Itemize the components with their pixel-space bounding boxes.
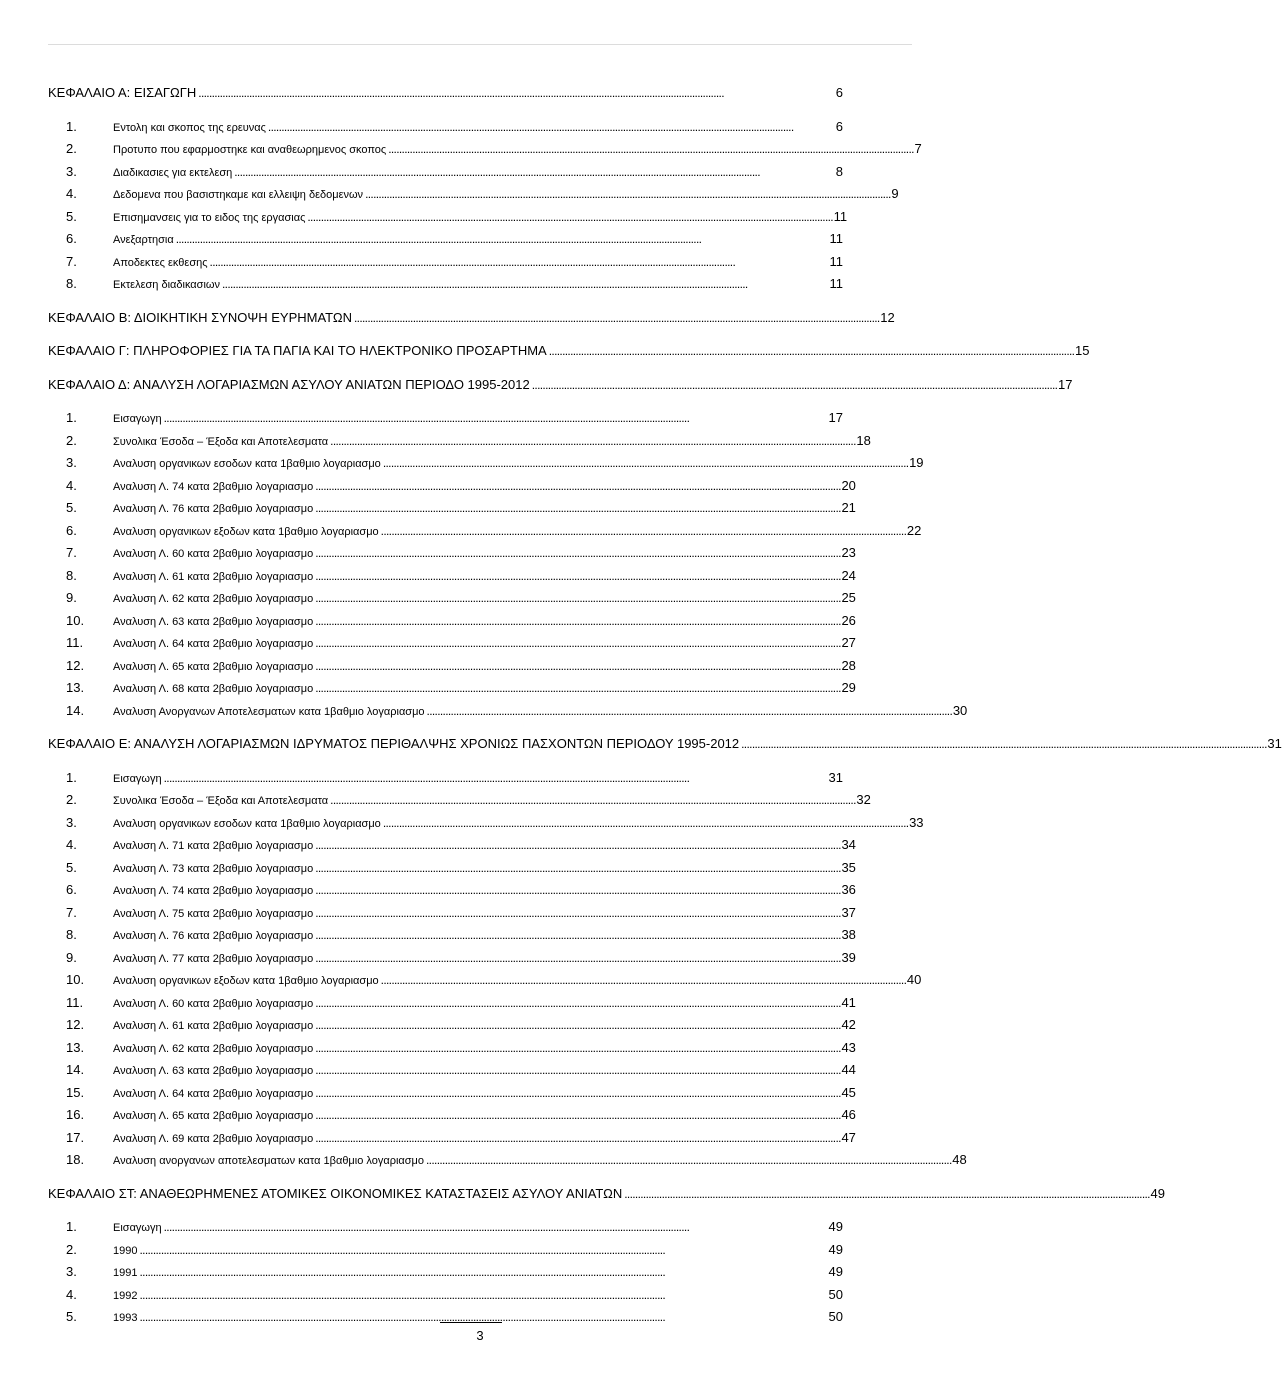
toc-page-number: 48	[952, 1152, 967, 1167]
toc-item-number: 2.	[66, 1241, 77, 1257]
toc-item-number: 9.	[66, 590, 77, 605]
dot-leader	[532, 378, 1056, 392]
toc-item[interactable]	[48, 410, 843, 433]
toc-page-number: 39	[841, 949, 856, 965]
toc-item-number: 5.	[66, 1309, 77, 1324]
toc-item-number: 17.	[66, 1129, 85, 1145]
toc-chapter[interactable]	[48, 736, 1282, 759]
toc-chapter[interactable]	[48, 309, 895, 333]
toc-chapter-title: ΚΕΦΑΛΑΙΟ Α: ΕΙΣΑΓΩΓΗ	[48, 85, 197, 100]
toc-page-number: 17	[828, 410, 843, 425]
toc-page-number: 50	[828, 1286, 843, 1302]
toc-item-title: Αναλυση Λ. 64 κατα 2βαθμιο λογαριασμο	[113, 638, 314, 650]
toc-page-number: 32	[856, 792, 871, 807]
dot-leader	[383, 456, 907, 470]
dot-leader	[139, 1288, 826, 1302]
page-number: 3	[476, 1328, 484, 1343]
toc-item-title: Συνολικα Έσοδα – Έξοδα και Αποτελεσματα	[113, 795, 329, 807]
toc-page-number: 18	[856, 432, 871, 448]
toc-item[interactable]	[48, 635, 856, 658]
header-rule	[48, 44, 912, 45]
toc-page-number: 49	[1150, 1185, 1165, 1201]
toc-page-number: 50	[828, 1309, 843, 1324]
toc-chapter[interactable]	[48, 343, 1090, 366]
toc-item-title: Εκτελεση διαδικασιων	[113, 279, 220, 291]
toc-page-number: 31	[1267, 736, 1282, 751]
toc-page-number: 35	[841, 859, 856, 875]
toc-item-title: Αναλυση οργανικων εξοδων κατα 1βαθμιο λογαριασμο	[113, 525, 379, 538]
toc-item-title: Εισαγωγη	[113, 772, 162, 785]
toc-item-title: Δεδομενα που βασιστηκαμε και ελλειψη δεδομενων	[113, 189, 364, 201]
toc-item-title: Ανεξαρτησια	[113, 234, 174, 246]
toc-item-title: Αναλυση Λ. 73 κατα 2βαθμιο λογαριασμο	[113, 862, 314, 875]
toc-item-title: Αναλυση Λ. 76 κατα 2βαθμιο λογαριασμο	[113, 930, 314, 942]
toc-page-number: 9	[891, 186, 899, 201]
toc-item-number: 1.	[66, 769, 77, 785]
toc-page-number: 43	[841, 1039, 856, 1055]
dot-leader	[549, 344, 1073, 358]
toc-page-number: 11	[829, 231, 843, 246]
toc-item-number: 7.	[66, 545, 77, 560]
toc-item-title: Αναλυση Λ. 69 κατα 2βαθμιο λογαριασμο	[113, 1132, 314, 1145]
toc-item[interactable]	[48, 276, 843, 299]
dot-leader	[164, 771, 827, 785]
toc-page-number: 46	[841, 1107, 856, 1122]
toc-page-number: 25	[841, 590, 856, 605]
toc-page-number: 40	[906, 972, 922, 987]
toc-item[interactable]	[48, 477, 856, 501]
dot-leader	[381, 973, 905, 987]
toc-item[interactable]	[48, 1062, 856, 1085]
toc-page-number: 6	[835, 85, 843, 100]
dot-leader	[315, 1041, 839, 1055]
dot-leader	[315, 1131, 839, 1145]
toc-item-number: 11.	[66, 635, 84, 650]
toc-item[interactable]	[48, 680, 856, 703]
toc-item-title: Αναλυση Λ. 75 κατα 2βαθμιο λογαριασμο	[113, 907, 314, 920]
toc-item[interactable]	[48, 522, 922, 546]
toc-page-number: 22	[906, 522, 922, 538]
toc-item[interactable]	[48, 770, 843, 793]
toc-item-title: Αναλυση Λ. 65 κατα 2βαθμιο λογαριασμο	[113, 1110, 314, 1122]
dot-leader	[164, 1220, 827, 1234]
dot-leader	[307, 210, 831, 224]
toc-item[interactable]	[48, 972, 922, 995]
toc-page-number: 47	[841, 1129, 856, 1145]
toc-item[interactable]	[48, 657, 856, 681]
toc-page-number: 30	[952, 702, 968, 718]
dot-leader	[164, 411, 827, 425]
toc-item-number: 1.	[66, 118, 77, 134]
toc-item-number: 5.	[66, 208, 77, 224]
toc-item[interactable]	[48, 1242, 843, 1265]
dot-leader	[315, 1018, 839, 1032]
dot-leader	[315, 479, 839, 493]
toc-page-number: 42	[841, 1017, 856, 1032]
toc-item-title: Αναλυση Λ. 63 κατα 2βαθμιο λογαριασμο	[113, 615, 314, 628]
toc-item-number: 4.	[66, 477, 77, 493]
toc-item[interactable]	[48, 994, 856, 1018]
dot-leader	[315, 591, 839, 605]
toc-page-number: 7	[914, 141, 922, 156]
toc-item-number: 3.	[66, 1264, 77, 1279]
dot-leader	[365, 187, 889, 201]
toc-page-number: 19	[909, 455, 924, 470]
toc-item-number: 4.	[66, 186, 77, 201]
toc-item-title: Αναλυση Λ. 74 κατα 2βαθμιο λογαριασμο	[113, 885, 314, 897]
toc-item-title: Αποδεκτες εκθεσης	[113, 256, 208, 269]
toc-item-number: 6.	[66, 882, 77, 897]
toc-chapter-title: ΚΕΦΑΛΑΙΟ Ε: ΑΝΑΛΥΣΗ ΛΟΓΑΡΙΑΣΜΩΝ ΙΔΡΥΜΑΤΟΣ ΠΕΡΙΘΑΛΨΗΣ ΧΡΟΝΙΩΣ ΠΑΣΧΟΝΤΩΝ ΠΕΡΙΟΔΟΥ 1995-2012	[48, 736, 740, 751]
dot-leader	[315, 906, 839, 920]
toc-item[interactable]	[48, 859, 856, 883]
toc-page-number: 11	[833, 208, 848, 224]
dot-leader	[315, 883, 839, 897]
toc-item[interactable]	[48, 927, 856, 950]
toc-item[interactable]	[48, 1264, 843, 1287]
toc-item[interactable]	[48, 1152, 967, 1175]
toc-item[interactable]	[48, 1287, 843, 1310]
toc-page-number: 20	[841, 477, 856, 493]
toc-page-number: 49	[828, 1219, 843, 1234]
dot-leader	[222, 277, 828, 291]
toc-item[interactable]	[48, 1017, 856, 1040]
toc-item-title: Εντολη και σκοπος της ερευνας	[113, 121, 266, 134]
toc-chapter-title: ΚΕΦΑΛΑΙΟ ΣΤ: ΑΝΑΘΕΩΡΗΜΕΝΕΣ ΑΤΟΜΙΚΕΣ ΟΙΚΟΝΟΜΙΚΕΣ ΚΑΤΑΣΤΑΣΕΙΣ ΑΣΥΛΟΥ ΑΝΙΑΤΩΝ	[48, 1185, 623, 1201]
toc-item[interactable]	[48, 814, 924, 838]
toc-item-number: 8.	[66, 276, 77, 291]
toc-page-number: 29	[841, 680, 856, 695]
toc-item-number: 3.	[66, 814, 77, 830]
toc-item[interactable]	[48, 1084, 856, 1108]
toc-item[interactable]	[48, 141, 922, 164]
toc-item-number: 5.	[66, 500, 77, 515]
toc-item-number: 18.	[66, 1152, 85, 1167]
dot-leader	[388, 142, 912, 156]
dot-leader	[268, 120, 834, 134]
toc-item[interactable]	[48, 1107, 856, 1130]
toc-item-number: 6.	[66, 231, 77, 246]
toc-page-number: 31	[828, 769, 843, 785]
toc-item-title: Αναλυση Λ. 68 κατα 2βαθμιο λογαριασμο	[113, 683, 314, 695]
dot-leader	[381, 524, 905, 538]
toc-page-number: 28	[841, 657, 856, 673]
toc-page-number: 36	[841, 882, 856, 897]
toc-item-number: 8.	[66, 927, 77, 942]
toc-item-title: Αναλυση Λ. 65 κατα 2βαθμιο λογαριασμο	[113, 660, 314, 673]
toc-item-number: 2.	[66, 432, 77, 448]
toc-item-number: 2.	[66, 141, 77, 156]
toc-item-number: 16.	[66, 1107, 85, 1122]
toc-item-title: Αναλυση Λ. 63 κατα 2βαθμιο λογαριασμο	[113, 1065, 314, 1077]
toc-item-title: Αναλυση οργανικων εσοδων κατα 1βαθμιο λογαριασμο	[113, 458, 381, 470]
toc-item[interactable]	[48, 702, 968, 726]
toc-page-number: 38	[841, 927, 856, 942]
toc-page-number: 49	[828, 1241, 843, 1257]
toc-item-title: Διαδικασιες για εκτελεση	[113, 166, 233, 179]
toc-item-number: 6.	[66, 522, 77, 538]
toc-item[interactable]	[48, 612, 856, 636]
dot-leader	[315, 546, 839, 560]
dot-leader	[315, 1086, 839, 1100]
toc-item-number: 4.	[66, 837, 77, 852]
dot-leader	[139, 1265, 826, 1279]
toc-item-number: 10.	[66, 972, 85, 987]
toc-chapter-title: ΚΕΦΑΛΑΙΟ Β: ΔΙΟΙΚΗΤΙΚΗ ΣΥΝΟΨΗ ΕΥΡΗΜΑΤΩΝ	[48, 309, 352, 325]
toc-item-title: Συνολικα Έσοδα – Έξοδα και Αποτελεσματα	[113, 435, 329, 448]
toc-chapter[interactable]	[48, 1185, 1165, 1209]
toc-item-number: 12.	[66, 657, 85, 673]
toc-item-number: 2.	[66, 792, 77, 807]
toc-chapter[interactable]	[48, 376, 1073, 400]
toc-item-number: 3.	[66, 455, 77, 470]
toc-page-number: 8	[835, 163, 843, 179]
dot-leader	[315, 951, 839, 965]
toc-page-number: 11	[829, 276, 843, 291]
dot-leader	[330, 793, 854, 807]
toc-item-title: Αναλυση Λ. 76 κατα 2βαθμιο λογαριασμο	[113, 503, 314, 515]
toc-item-number: 5.	[66, 859, 77, 875]
dot-leader	[198, 86, 833, 100]
toc-chapter[interactable]	[48, 85, 843, 108]
toc-item[interactable]	[48, 1129, 856, 1153]
toc-item-title: Αναλυση Λ. 71 κατα 2βαθμιο λογαριασμο	[113, 840, 314, 852]
toc-item-number: 9.	[66, 949, 77, 965]
dot-leader	[315, 1063, 839, 1077]
toc-item-title: Προτυπο που εφαρμοστηκε και αναθεωρημενος σκοπος	[113, 144, 387, 156]
table-of-contents	[48, 85, 1282, 1332]
toc-item[interactable]	[48, 1039, 856, 1063]
toc-item-number: 7.	[66, 253, 77, 269]
toc-item[interactable]	[48, 119, 843, 142]
toc-item-title: Αναλυση ανοργανων αποτελεσματων κατα 1βαθμιο λογαριασμο	[113, 1155, 425, 1167]
dot-leader	[315, 569, 839, 583]
toc-item-title: 1993	[113, 1312, 138, 1324]
toc-item-title: Αναλυση Λ. 61 κατα 2βαθμιο λογαριασμο	[113, 1020, 314, 1032]
toc-item[interactable]	[48, 590, 856, 613]
toc-page-number: 33	[909, 814, 924, 830]
dot-leader	[315, 681, 839, 695]
toc-item-title: Επισημανσεις για το ειδος της εργασιας	[113, 211, 306, 224]
dot-leader	[315, 996, 839, 1010]
toc-item-title: Αναλυση Λ. 60 κατα 2βαθμιο λογαριασμο	[113, 997, 314, 1010]
dot-leader	[315, 838, 839, 852]
toc-item-title: Αναλυση οργανικων εσοδων κατα 1βαθμιο λογαριασμο	[113, 817, 381, 830]
dot-leader	[315, 501, 839, 515]
toc-item-number: 15.	[66, 1084, 85, 1100]
toc-item-title: Αναλυση Ανοργανων Αποτελεσματων κατα 1βαθμιο λογαριασμο	[113, 705, 425, 718]
toc-item[interactable]	[48, 208, 848, 232]
dot-leader	[315, 659, 839, 673]
dot-leader	[315, 636, 839, 650]
toc-item-number: 14.	[66, 702, 85, 718]
toc-page-number: 15	[1075, 343, 1090, 358]
toc-item[interactable]	[48, 545, 856, 568]
toc-item-title: Αναλυση Λ. 74 κατα 2βαθμιο λογαριασμο	[113, 480, 314, 493]
toc-item-title: Αναλυση οργανικων εξοδων κατα 1βαθμιο λογαριασμο	[113, 975, 379, 987]
toc-item-title: 1991	[113, 1267, 138, 1279]
toc-page-number: 11	[829, 253, 843, 269]
toc-item[interactable]	[48, 567, 856, 591]
toc-page-number: 44	[841, 1062, 856, 1077]
toc-item[interactable]	[48, 186, 899, 209]
toc-item-number: 1.	[66, 410, 77, 425]
toc-item-title: Αναλυση Λ. 62 κατα 2βαθμιο λογαριασμο	[113, 1042, 314, 1055]
dot-leader	[210, 255, 828, 269]
toc-page-number: 6	[835, 118, 843, 134]
toc-item[interactable]	[48, 792, 871, 815]
toc-page-number: 12	[880, 309, 895, 325]
toc-item[interactable]	[48, 432, 871, 456]
toc-item[interactable]	[48, 455, 924, 478]
toc-page-number: 23	[841, 545, 856, 560]
toc-item[interactable]	[48, 500, 856, 523]
toc-item-number: 4.	[66, 1286, 77, 1302]
toc-item-number: 13.	[66, 1039, 85, 1055]
dot-leader	[426, 1153, 950, 1167]
toc-page-number: 24	[841, 567, 856, 583]
toc-item-title: Αναλυση Λ. 60 κατα 2βαθμιο λογαριασμο	[113, 548, 314, 560]
toc-item[interactable]	[48, 904, 856, 928]
dot-leader	[315, 861, 839, 875]
toc-item[interactable]	[48, 1219, 843, 1242]
dot-leader	[315, 928, 839, 942]
toc-page-number: 17	[1058, 376, 1073, 392]
toc-item-title: Αναλυση Λ. 64 κατα 2βαθμιο λογαριασμο	[113, 1087, 314, 1100]
toc-item-number: 11.	[66, 994, 84, 1010]
toc-item[interactable]	[48, 837, 856, 860]
dot-leader	[354, 311, 878, 325]
toc-item-number: 8.	[66, 567, 77, 583]
toc-page-number: 45	[841, 1084, 856, 1100]
footer-rule	[440, 1322, 502, 1323]
toc-item-title: 1990	[113, 1244, 138, 1257]
dot-leader	[427, 704, 951, 718]
toc-item-number: 3.	[66, 163, 77, 179]
toc-item-number: 7.	[66, 904, 77, 920]
dot-leader	[624, 1187, 1148, 1201]
toc-item[interactable]	[48, 949, 856, 973]
toc-item-title: Αναλυση Λ. 62 κατα 2βαθμιο λογαριασμο	[113, 593, 314, 605]
toc-page-number: 34	[841, 837, 856, 852]
toc-item-number: 13.	[66, 680, 85, 695]
toc-item[interactable]	[48, 882, 856, 905]
toc-item[interactable]	[48, 231, 843, 254]
dot-leader	[234, 165, 834, 179]
toc-page-number: 37	[841, 904, 856, 920]
dot-leader	[741, 737, 1265, 751]
dot-leader	[315, 1108, 839, 1122]
dot-leader	[139, 1243, 826, 1257]
toc-item-number: 12.	[66, 1017, 85, 1032]
dot-leader	[315, 614, 839, 628]
toc-item-title: Αναλυση Λ. 77 κατα 2βαθμιο λογαριασμο	[113, 952, 314, 965]
toc-item-number: 1.	[66, 1219, 77, 1234]
toc-item-title: Εισαγωγη	[113, 413, 162, 425]
toc-item-number: 10.	[66, 612, 85, 628]
dot-leader	[383, 816, 907, 830]
toc-chapter-title: ΚΕΦΑΛΑΙΟ Γ: ΠΛΗΡΟΦΟΡΙΕΣ ΓΙΑ ΤΑ ΠΑΓΙΑ ΚΑΙ ΤΟ ΗΛΕΚΤΡΟΝΙΚΟ ΠΡΟΣΑΡΤΗΜΑ	[48, 343, 547, 358]
toc-item-title: Εισαγωγη	[113, 1222, 162, 1234]
toc-item-title: Αναλυση Λ. 61 κατα 2βαθμιο λογαριασμο	[113, 570, 314, 583]
toc-item-title: 1992	[113, 1289, 138, 1302]
toc-item-number: 14.	[66, 1062, 85, 1077]
dot-leader	[176, 232, 828, 246]
toc-page-number: 27	[841, 635, 856, 650]
toc-item[interactable]	[48, 164, 843, 187]
dot-leader	[330, 434, 854, 448]
toc-page-number: 49	[828, 1264, 843, 1279]
toc-page-number: 41	[841, 994, 856, 1010]
toc-page-number: 21	[841, 500, 856, 515]
toc-chapter-title: ΚΕΦΑΛΑΙΟ Δ: ΑΝΑΛΥΣΗ ΛΟΓΑΡΙΑΣΜΩΝ ΑΣΥΛΟΥ ΑΝΙΑΤΩΝ ΠΕΡΙΟΔΟ 1995-2012	[48, 376, 530, 392]
toc-item[interactable]	[48, 254, 843, 277]
toc-page-number: 26	[841, 612, 856, 628]
